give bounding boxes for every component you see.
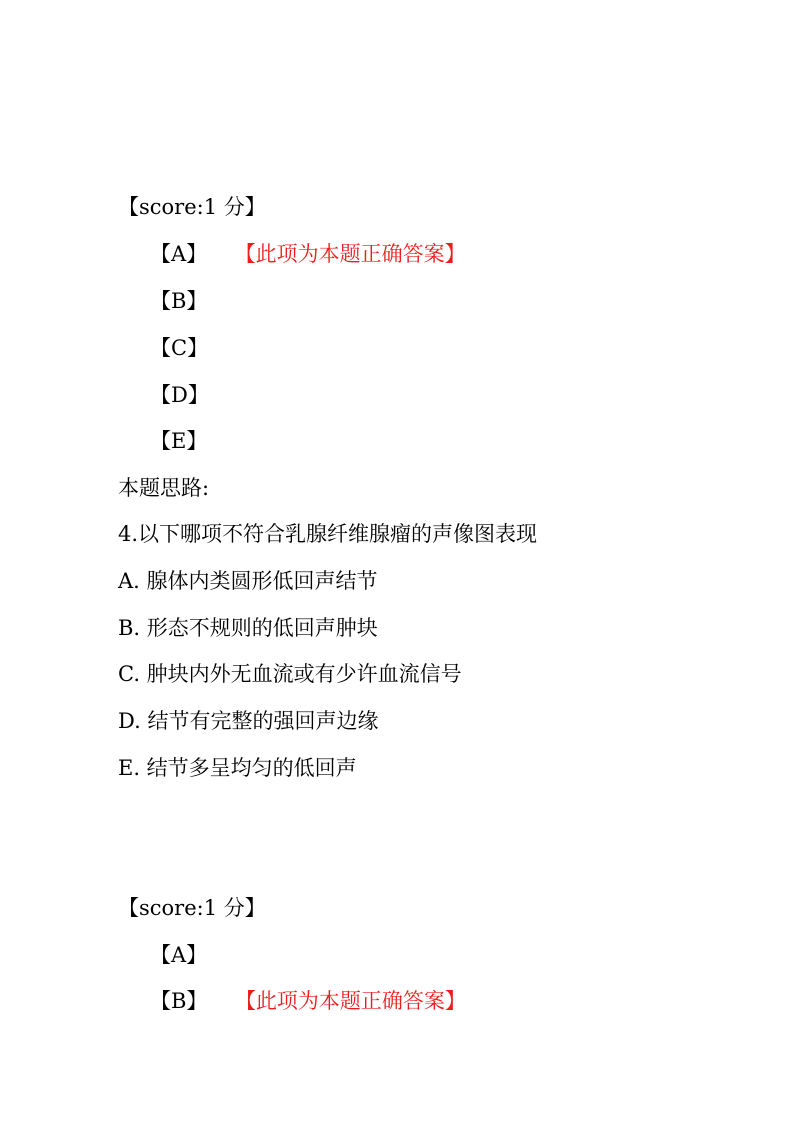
choice-b: B. 形态不规则的低回声肿块 xyxy=(118,616,378,640)
choice-a: A. 腺体内类圆形低回声结节 xyxy=(118,569,378,593)
choice-c: C. 肿块内外无血流或有少许血流信号 xyxy=(118,662,462,686)
option-c: 【C】 xyxy=(150,336,209,360)
option-a-2: 【A】 xyxy=(150,943,208,967)
correct-answer-marker: 【此项为本题正确答案】 xyxy=(245,989,466,1013)
option-b: 【B】 xyxy=(150,289,208,313)
option-d: 【D】 xyxy=(150,383,209,407)
score-line-2: 【score:1 分】 xyxy=(118,896,266,920)
question-stem: 4.以下哪项不符合乳腺纤维腺瘤的声像图表现 xyxy=(118,522,538,546)
option-b-2 xyxy=(150,988,466,1014)
option-label: 【B】 xyxy=(150,989,208,1013)
option-a xyxy=(150,241,466,267)
choice-e: E. 结节多呈均匀的低回声 xyxy=(118,756,357,780)
choice-d: D. 结节有完整的强回声边缘 xyxy=(118,709,379,733)
option-e: 【E】 xyxy=(150,429,208,453)
option-label: 【A】 xyxy=(150,242,208,266)
score-line-1: 【score:1 分】 xyxy=(118,195,266,219)
correct-answer-marker: 【此项为本题正确答案】 xyxy=(245,242,466,266)
explanation-label: 本题思路: xyxy=(118,476,210,500)
